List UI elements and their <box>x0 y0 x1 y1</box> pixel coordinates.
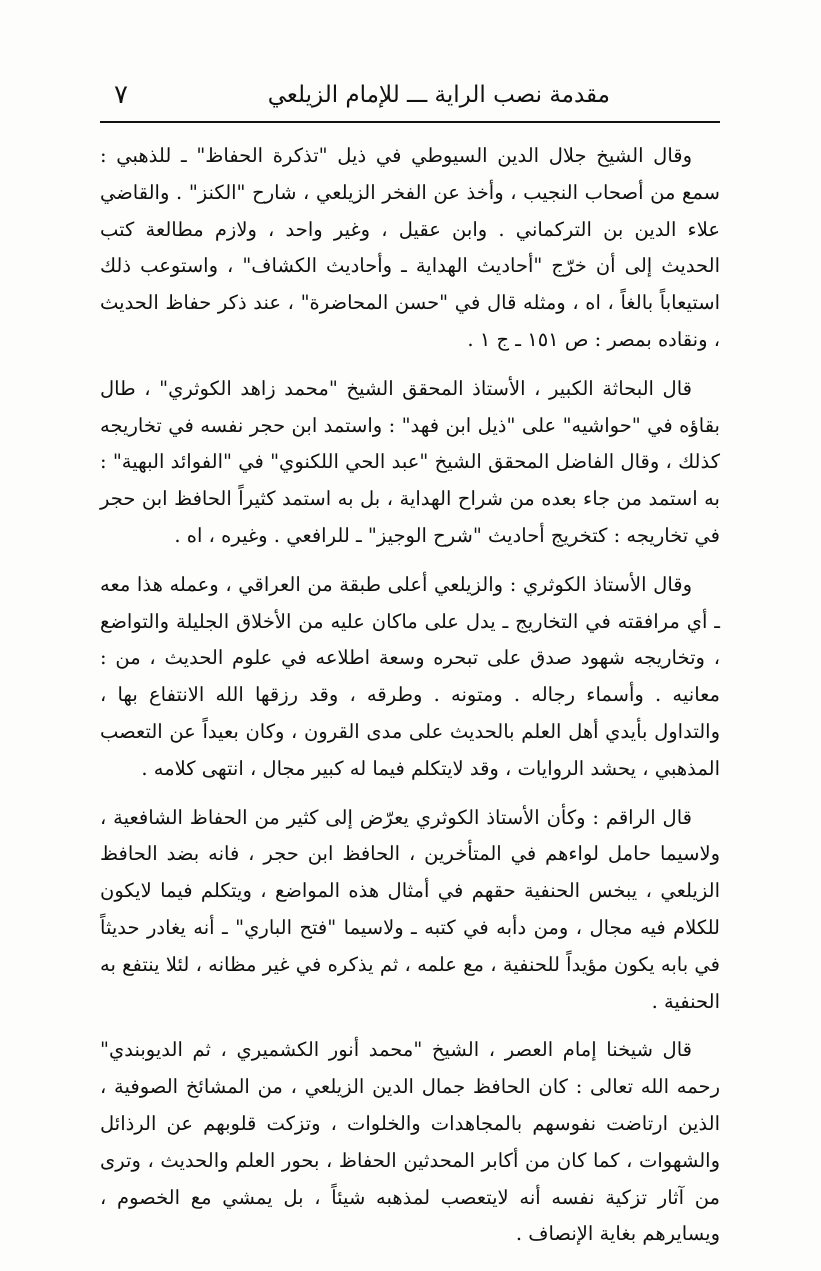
running-header <box>100 78 720 118</box>
paragraph-kashmiri-quote: قال شيخنا إمام العصر ، الشيخ "محمد أنور الكشميري ، ثم الديوبندي" رحمه الله تعالى : كان الحافظ جمال الدين الزيلعي ، من المشائخ الصوفية ، الذين ارتاضت نفوسهم بالمجاهدات والخلوات ، وتزكت قلوبهم عن الرذائل والشهوات ، كما كان من أكابر المحدثين الحفاظ ، بحور العلم والحديث ، وترى من آثار تزكية نفسه أنه لايتعصب لمذهبه شيئاً ، بل يمشي مع الخصوم ، ويسايرهم بغاية الإنصاف . <box>100 1038 720 1246</box>
header-divider <box>100 121 720 123</box>
paragraph-kawthari-hawashi: قال البحاثة الكبير ، الأستاذ المحقق الشيخ "محمد زاهد الكوثري" ، طال بقاؤه في "حواشيه" على "ذيل ابن فهد" : واستمد ابن حجر نفسه في تخاريجه كذلك ، وقال الفاضل المحقق الشيخ "عبد الحي اللكنوي" في "الفوائد البهية" : به استمد من جاء بعده من شراح الهداية ، بل به استمد كثيراً الحافظ ابن حجر في تخاريجه : كتخريج أحاديث "شرح الوجيز" ـ للرافعي . وغيره ، اه . <box>100 376 720 547</box>
paragraph-author-remark: قال الراقم : وكأن الأستاذ الكوثري يعرّض إلى كثير من الحفاظ الشافعية ، ولاسيما حامل لواءهم في المتأخرين ، الحافظ ابن حجر ، فانه بضد الحافظ الزيلعي ، يبخس الحنفية حقهم في أمثال هذه المواضع ، ويتكلم فيما لايكون للكلام فيه مجال ، ومن دأبه في كتبه ـ ولاسيما "فتح الباري" ـ أنه يغادر حديثاً في بابه يكون مؤيداً للحنفية ، مع علمه ، ثم يذكره في غير مظانه ، لئلا ينتفع به الحنفية . <box>100 805 720 1013</box>
paragraph-suyuti-quote: وقال الشيخ جلال الدين السيوطي في ذيل "تذكرة الحفاظ" ـ للذهبي : سمع من أصحاب النجيب ، وأخذ عن الفخر الزيلعي ، شارح "الكنز" . والقاضي علاء الدين بن التركماني . وابن عقيل ، وغير واحد ، ولازم مطالعة كتب الحديث إلى أن خرّج "أحاديث الهداية ـ وأحاديث الكشاف" ، واستوعب ذلك استيعاباً بالغاً ، اه ، ومثله قال في "حسن المحاضرة" ، عند ذكر حفاظ الحديث ، ونقاده بمصر : ص ١٥١ ـ ج ١ . <box>100 144 720 351</box>
body-text <box>100 138 720 1265</box>
running-header-title: مقدمة نصب الراية ـــ للإمام الزيلعي <box>267 82 610 108</box>
page-number: ٧ <box>114 80 128 110</box>
paragraph-kawthari-assessment: وقال الأستاذ الكوثري : والزيلعي أعلى طبقة من العراقي ، وعمله هذا معه ـ أي مرافقته في التخاريج ـ يدل على ماكان عليه من الأخلاق الجليلة والتواضع ، وتخاريجه شهود صدق على تبحره وسعة اطلاعه في علوم الحديث ، من : معانيه . وأسماء رجاله . ومتونه . وطرقه ، وقد رزقها الله الانتفاع بها ، والتداول بأيدي أهل العلم بالحديث على مدى القرون ، وكان بعيداً عن التعصب المذهبي ، يحشد الروايات ، وقد لايتكلم فيما له كبير مجال ، انتهى كلامه . <box>100 572 720 780</box>
